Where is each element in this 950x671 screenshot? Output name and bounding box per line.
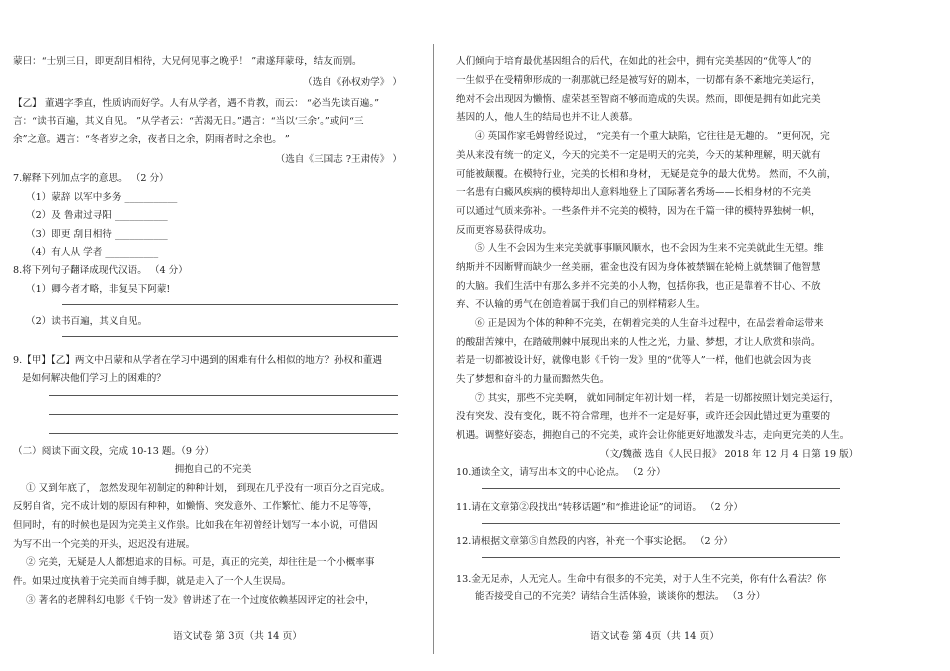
passage-line: 可能被颠覆。在模特行业，完美的长相和身材， 无疑是竞争的最大优势。 然而，不久前， [456,169,837,180]
question-11: 11.请在文章第②段找出“转移话题”和“推进论证”的词语。 （2 分） [456,502,743,513]
answer-line [482,488,840,489]
source-citation: （文/魏薇 选自《人民日报》 2018 年 12 月 4 日第 19 版） [600,449,859,460]
answer-line [482,523,840,524]
passage-line: 一生似乎在受精卵形成的一刹那就已经是被写好的剧本，一切都有条不紊地完美运行， [456,75,821,86]
text-line: 余”之意。遇言：“冬者岁之余，夜者日之余，阴雨者时之余也。 ” [13,134,290,145]
question-13: 能否接受自己的不完美？请结合生活体验，谈谈你的想法。 （3 分） [475,591,766,602]
question-9: 是如何解决他们学习上的困难的？ [22,373,166,384]
passage-line: 机遇。调整好姿态，拥抱自己的不完美，或许会让你能更好地激发斗志，走向更完美的人生。 [456,430,850,441]
question-7-item: （1）蒙辞 以军中多务 ___________ [26,192,178,203]
passage-line: ③ 著名的老牌科幻电影《千钧一发》曾讲述了在一个过度依赖基因评定的社会中， [26,595,375,606]
question-12: 12.请根据文章第⑤自然段的内容，补充一个事实论据。 （2 分） [456,536,733,547]
passage-title: 拥抱自己的不完美 [174,464,252,475]
question-9: 9.【甲】【乙】两文中吕蒙和从学者在学习中遇到的困难有什么相似的地方？孙权和董遇 [13,355,382,366]
passage-line: 弃、不认输的勇气在创造着属于我们自己的别样精彩人生。 [456,299,706,310]
passage-line: ⑦ 其实，那些不完美啊， 就如同制定年初计划一样， 若是一切都按照计划完美运行， [475,393,840,404]
passage-line: ⑥ 正是因为个体的种种不完美，在朝着完美的人生奋斗过程中，在品尝着命运带来 [475,318,824,329]
text-line: 言：“读书百遍，其义自见。 ”从学者云：“苦渴无日。”遇言：“当以‘三余’。”或问“三 [13,116,364,127]
question-10: 10.通读全文，请写出本文的中心论点。 （2 分） [456,467,666,478]
source-citation: （选自《孙权劝学》 ） [303,77,402,88]
section-heading: （二）阅读下面文段，完成 10-13 题。（9 分） [13,446,215,457]
source-citation: （选自《三国志 ?王肃传》 ） [275,154,402,165]
passage-line: 件。如果过度执着于完美而自缚手脚，就是走入了一个人生误局。 [13,576,292,587]
question-7-item: （2）及 鲁肃过寻阳 ___________ [26,210,168,221]
passage-line: 没有突发、没有变化，既不符合常理，也并不一定是好事，或许还会因此错过更为重要的 [456,411,831,422]
passage-line: 失了梦想和奋斗的力量而黯然失色。 [456,374,610,385]
passage-line: 基因的人，他人生的结局也并不让人羡慕。 [456,112,639,123]
passage-line: ② 完美，无疑是人人都想追求的目标。可是，真正的完美，却往往是一个小概率事 [26,557,375,568]
passage-line: 一名患有白癜风疾病的模特却出人意料地登上了国际著名秀场——长相身材的不完美 [456,187,811,198]
passage-line: 为写不出一个完美的开头，迟迟没有进展。 [13,539,196,550]
question-8-item: （2）读书百遍，其义自见。 [26,316,148,327]
passage-line: ⑤ 人生不会因为生来完美就事事顺风顺水，也不会因为生来不完美就此生无望。维 [475,243,824,254]
passage-line: 人们倾向于培育最优基因组合的后代，在如此的社会中，拥有完美基因的“优等人”的 [456,56,812,67]
answer-line [49,414,398,415]
passage-line: 反躬自省，完不成计划的原因有种种，如懒惰、突发意外、工作繁忙、能力不足等等， [13,501,378,512]
passage-line: 美从来没有统一的定义，今天的完美不一定是明天的完美，今天的某种理解，明天就有 [456,150,821,161]
page-footer: 语文试卷 第 3页（共 14 页） [173,631,303,642]
question-7-item: （3）即更 刮目相待 ___________ [26,229,168,240]
question-8: 8.将下列句子翻译成现代汉语。 （4 分） [13,265,188,276]
text-line: 【乙】 董遇字季直，性质讷而好学。人有从学者，遇不肯教，而云： “必当先读百遍。” [13,98,380,109]
answer-line [62,336,398,337]
passage-line: ④ 英国作家毛姆曾经说过， “完美有一个重大缺陷，它往往是无趣的。 ”更何况，完 [475,131,830,142]
answer-line [49,395,398,396]
passage-line: ① 又到年底了， 忽然发现年初制定的种种计划， 到现在几乎没有一项百分之百完成。 [26,483,391,494]
passage-line: 可以通过气质来弥补。一些条件并不完美的模特，因为在千篇一律的模特界独树一帜， [456,206,821,217]
question-13: 13.金无足赤，人无完人。生命中有很多的不完美，对于人生不完美，你有什么看法？你 [456,574,827,585]
answer-line [49,433,398,434]
passage-line: 但同时，有的时候也是因为完美主义作祟。比如我在年初曾经计划写一本小说，可借因 [13,520,378,531]
passage-line: 的大脑。我们生活中有那么多并不完美的小人物，包括你我，也正是靠着不甘心、不放 [456,281,821,292]
question-7: 7.解释下列加点字的意思。 （2 分） [13,173,169,184]
text-line: 蒙曰：“士别三日，即更刮目相待，大兄何见事之晚乎！ ”肃遂拜蒙母，结友而别。 [13,56,362,67]
page-divider [433,44,434,654]
passage-line: 若是一切都被设计好，就像电影《千钧一发》里的“优等人”一样，他们也就会因为丧 [456,355,812,366]
passage-line: 绝对不会出现因为懒惰、虚荣甚至智商不够而造成的失误。然而，即便是拥有如此完美 [456,94,821,105]
question-7-item: （4）有人从 学者 ___________ [26,247,159,258]
page-footer: 语文试卷 第 4页（共 14 页） [590,631,720,642]
answer-line [62,304,398,305]
passage-line: 反而更容易获得成功。 [456,225,552,236]
passage-line: 的酸甜苦辣中，在踏破荆棘中展现出来的人性之光，力量、梦想，才让人欣赏和崇尚。 [456,337,821,348]
question-8-item: （1）卿今者才略，非复吴下阿蒙! [26,284,171,295]
passage-line: 纳斯并不因断臂而缺少一丝美丽，霍金也没有因为身体被禁锢在轮椅上就禁锢了他智慧 [456,262,821,273]
answer-line [482,557,840,558]
